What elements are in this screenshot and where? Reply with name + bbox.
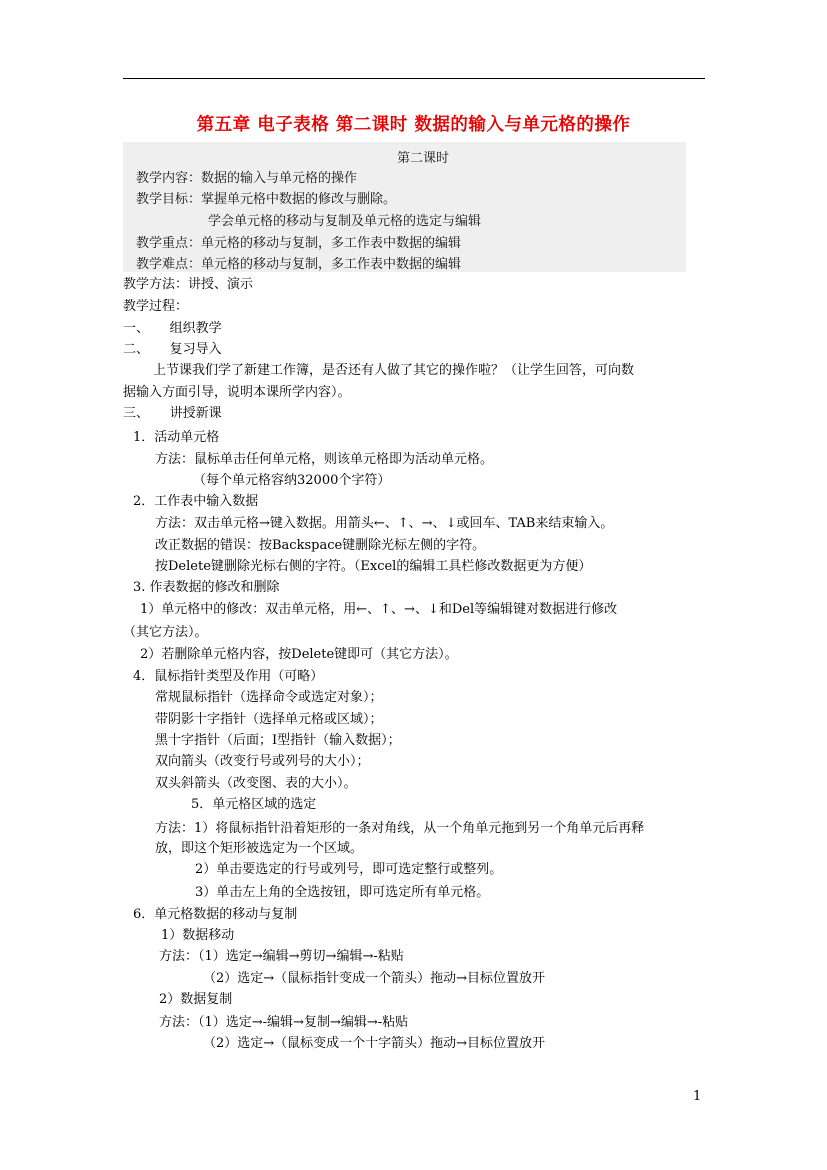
page-number: 1 [693,1089,702,1104]
body-line: 放，即这个矩形被选定为一个区域。 [155,841,364,856]
body-line: 双头斜箭头（改变图、表的大小）。 [155,776,357,791]
body-line: （2）选定→（鼠标指针变成一个箭头）拖动→目标位置放开 [203,971,546,986]
lesson-summary-box [123,142,686,272]
body-line: 黑十字指针（后面；I型指针（输入数据）； [155,733,401,748]
header-rule [123,78,705,79]
summary-content: 教学内容：数据的输入与单元格的操作 [136,171,358,186]
summary-goal: 教学目标：掌握单元格中数据的修改与删除。 [136,192,397,207]
body-line: 方法：1）将鼠标指针沿着矩形的一条对角线，从一个角单元拖到另一个角单元后再释 [155,821,645,836]
body-line: 3）单击左上角的全选按钮，即可选定所有单元格。 [195,885,490,900]
body-line: 2）单击要选定的行号或列号，即可选定整行或整列。 [195,862,503,877]
summary-goal-2: 学会单元格的移动与复制及单元格的选定与编辑 [208,214,482,229]
body-line: 一、 组织教学 [123,321,222,336]
body-line: 方法：双击单元格→键入数据。用箭头←、↑、→、↓或回车、TAB来结束输入。 [155,516,614,531]
body-line: 二、 复习导入 [123,342,222,357]
body-line: 6．单元格数据的移动与复制 [133,907,298,922]
body-line: 5．单元格区域的选定 [191,797,317,812]
body-line: 据输入方面引导，说明本课所学内容）。 [123,385,351,400]
body-line: 三、 讲授新课 [123,406,222,421]
body-line: 方法：鼠标单击任何单元格，则该单元格即为活动单元格。 [155,452,494,467]
body-line: 双向箭头（改变行号或列号的大小）； [155,754,370,769]
body-line: 常规鼠标指针（选择命令或选定对象）； [155,690,383,705]
body-line: 方法：（1）选定→编辑→剪切→编辑→-粘贴 [159,949,404,964]
body-line: 上节课我们学了新建工作簿，是否还有人做了其它的操作啦？（让学生回答，可向数 [153,363,635,378]
page-title: 第五章 电子表格 第二课时 数据的输入与单元格的操作 [196,115,631,135]
body-line: 教学方法：讲授、演示 [123,277,254,292]
body-line: 1）数据移动 [161,928,235,943]
summary-key-point: 教学重点：单元格的移动与复制，多工作表中数据的编辑 [136,236,462,251]
body-line: （2）选定→（鼠标变成一个十字箭头）拖动→目标位置放开 [203,1036,546,1051]
body-line: 2．工作表中输入数据 [133,494,259,509]
summary-difficulty: 教学难点：单元格的移动与复制，多工作表中数据的编辑 [136,257,462,272]
body-line: 方法：（1）选定→-编辑→复制→编辑→-粘贴 [159,1015,409,1030]
body-line: 改正数据的错误：按Backspace键删除光标左侧的字符。 [155,538,486,553]
body-line: 2）数据复制 [159,992,233,1007]
body-line: 按Delete键删除光标右侧的字符。（Excel的编辑工具栏修改数据更为方便） [155,559,592,574]
body-line: 3. 作表数据的修改和删除 [133,580,280,595]
body-line: 2）若删除单元格内容，按Delete键即可（其它方法）。 [140,647,458,662]
body-line: 教学过程： [123,299,189,314]
body-line: 1）单元格中的修改：双击单元格，用←、↑、→、↓和Del等编辑键对数据进行修改 [140,602,618,617]
body-line: 带阴影十字指针（选择单元格或区域）； [155,712,383,727]
body-line: 4．鼠标指针类型及作用（可略） [133,669,324,684]
summary-heading: 第二课时 [397,151,450,166]
body-line: 1．活动单元格 [133,430,220,445]
body-line: （其它方法）。 [123,625,208,640]
body-line: （每个单元格容纳32000个字符） [193,473,391,488]
